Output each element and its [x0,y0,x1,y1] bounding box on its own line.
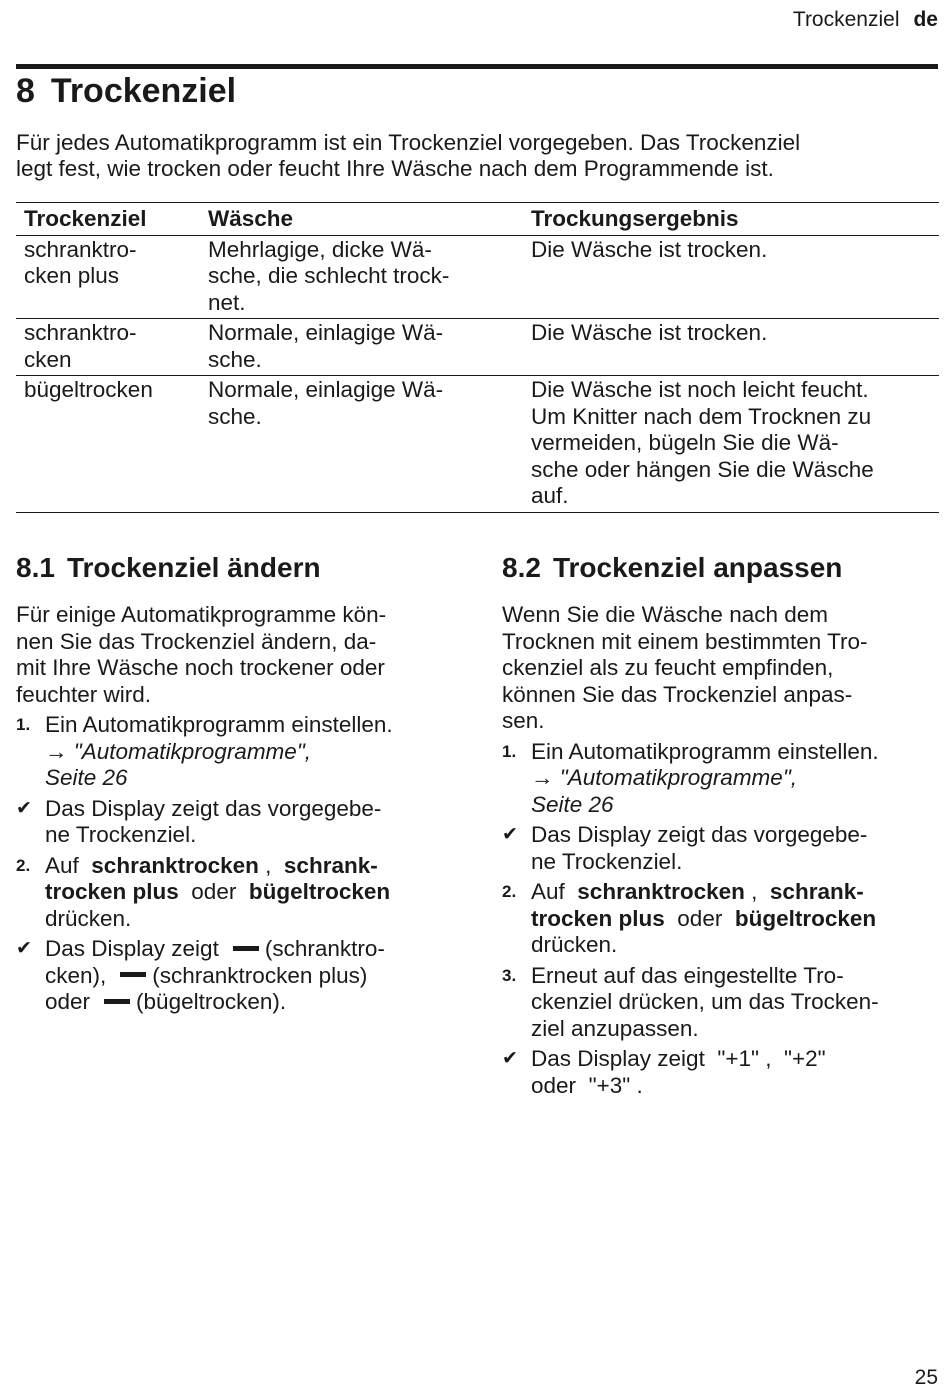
cross-reference-link[interactable]: → "Automatikprogramme", [45,738,312,764]
paragraph-line: ckenziel als zu feucht empfinden, [502,655,834,680]
table-row [16,376,939,513]
cell-line: auf. [531,483,569,508]
result-line [45,989,452,1016]
step-1 [502,739,938,819]
table-row [16,319,939,376]
cell-line: schranktro- [24,320,137,345]
step-text: ziel anzupassen. [531,1015,699,1041]
step-1 [16,712,452,792]
table-cell [200,235,523,319]
button-name-buegeltrocken: bügeltrocken [248,879,391,904]
result-punct: . [636,1072,643,1098]
result-text: (bügeltrocken). [136,989,287,1014]
step-3 [502,963,938,1043]
step-text: Erneut auf das eingestellte Tro- [531,962,844,988]
cell-line: sche. [208,403,262,429]
result-line [531,1046,938,1073]
button-name-schranktrocken-plus: schrank- [769,879,864,904]
cell-line: Mehrlagige, dicke Wä- [208,236,432,262]
paragraph-line: Für einige Automatikprogramme kön- [16,602,387,627]
result-1 [502,822,938,875]
intro-line: Für jedes Automatikprogramm ist ein Trockenziel vorgegeben. Das Trockenziel [16,130,801,155]
result-line [45,963,452,990]
result-3 [502,1046,938,1099]
section-title: Trockenziel ändern [66,552,321,583]
result-line [45,936,452,963]
page-number: 25 [914,1366,938,1389]
cell-line: Normale, einlagige Wä- [208,377,444,402]
step-word: oder [677,905,723,931]
step-line [531,906,938,933]
cell-line: Die Wäsche ist trocken. [531,236,768,262]
cell-line: sche, die schlecht trock- [208,263,450,288]
table-header-cell: Trockungsergebnis [523,203,939,236]
step-number: 1. [16,715,31,734]
result-text: oder [531,1072,577,1098]
display-segment-icon [120,972,146,977]
step-line [45,879,452,906]
cell-line: sche oder hängen Sie die Wäsche [531,456,874,482]
paragraph-line: Wenn Sie die Wäsche nach dem [502,602,829,627]
section-heading [502,548,938,588]
section-number: 8.2 [502,552,541,583]
cross-reference-link[interactable]: → "Automatikprogramme", [531,765,798,790]
button-name-schranktrocken-plus: schrank- [283,852,378,878]
table-cell [523,235,939,319]
result-text: Das Display zeigt [531,1046,705,1071]
result-text: oder [45,989,91,1014]
checkmark-icon: ✔ [16,797,32,819]
result-text: (schranktro- [264,936,385,961]
step-number: 2. [16,855,31,875]
result-text: ne Trockenziel. [45,822,197,847]
cell-line: Um Knitter nach dem Trocknen zu [531,403,872,429]
paragraph-line: Trocknen mit einem bestimmten Tro- [502,628,868,654]
step-line [531,879,938,906]
table-header-cell: Wäsche [200,203,523,236]
paragraph-line: feuchter wird. [16,681,152,707]
step-word: Auf [45,852,79,878]
button-name-schranktrocken-plus: trocken plus [531,905,665,931]
table-header-cell: Trockenziel [16,203,200,236]
section-paragraph [502,602,938,735]
step-line: drücken. [45,905,132,931]
cell-line: bügeltrocken [24,377,153,402]
header-section: Trockenziel [792,8,900,31]
cross-reference-page[interactable]: Seite 26 [531,791,614,817]
step-word: Auf [531,879,565,904]
cell-line: net. [208,289,246,315]
button-name-buegeltrocken: bügeltrocken [734,905,877,931]
step-text: ckenziel drücken, um das Trocken- [531,989,879,1014]
step-line: drücken. [531,932,618,957]
step-punct: , [751,879,758,904]
cell-line: schranktro- [24,236,137,262]
table-cell [200,376,523,513]
step-word: oder [191,879,237,904]
display-value: "+2" [784,1046,826,1071]
cell-line: vermeiden, bügeln Sie die Wä- [531,430,839,455]
display-value: "+1" [717,1046,759,1071]
section-number: 8.1 [16,552,55,583]
cell-line: cken [24,346,72,372]
drying-target-table [16,202,939,513]
cell-line: Normale, einlagige Wä- [208,320,444,345]
paragraph-line: können Sie das Trockenziel anpas- [502,681,853,707]
header-language: de [913,8,938,31]
result-text: Das Display zeigt [45,936,219,961]
step-number: 2. [502,882,517,901]
cell-line: Die Wäsche ist trocken. [531,320,768,345]
cell-line: cken plus [24,263,120,288]
table-cell [523,376,939,513]
intro-paragraph [16,130,936,182]
section-title: Trockenziel anpassen [552,552,843,583]
result-punct: , [765,1046,772,1071]
table-cell [16,319,200,376]
display-segment-icon [104,999,130,1004]
result-text: Das Display zeigt das vorgegebe- [531,822,868,847]
result-text: (schranktrocken plus) [152,962,368,988]
table-header-row [16,203,939,236]
title-rule [16,64,938,69]
step-text: Ein Automatikprogramm einstellen. [531,738,879,764]
result-text: cken), [45,962,107,988]
step-2 [16,853,452,933]
intro-line: legt fest, wie trocken oder feucht Ihre Wäsche nach dem Programmende ist. [16,156,774,181]
paragraph-line: sen. [502,708,545,733]
paragraph-line: mit Ihre Wäsche noch trockener oder [16,655,385,680]
table-cell [523,319,939,376]
running-header [793,8,938,32]
result-text: ne Trockenziel. [531,848,683,874]
step-text: Ein Automatikprogramm einstellen. [45,712,393,737]
cell-line: sche. [208,346,262,372]
button-name-schranktrocken-plus: trocken plus [45,879,179,904]
section-8-2 [502,548,938,1099]
result-text: Das Display zeigt das vorgegebe- [45,795,382,821]
cross-reference-page[interactable]: Seite 26 [45,765,128,790]
step-number: 3. [502,965,517,985]
table-cell [16,235,200,319]
step-number: 1. [502,741,517,761]
page-title [16,72,236,111]
button-name-schranktrocken: schranktrocken [91,852,259,878]
checkmark-icon: ✔ [16,938,32,959]
result-1 [16,796,452,849]
title-number: 8 [16,72,35,110]
display-value: "+3" [588,1072,631,1098]
title-text: Trockenziel [50,72,237,110]
step-2 [502,879,938,959]
section-8-1 [16,548,452,1016]
paragraph-line: nen Sie das Trockenziel ändern, da- [16,628,377,654]
checkmark-icon: ✔ [502,1048,518,1069]
checkmark-icon: ✔ [502,824,518,845]
table-row [16,235,939,319]
section-paragraph [16,602,452,708]
section-heading [16,548,452,588]
table-cell [16,376,200,513]
table-cell [200,319,523,376]
cell-line: Die Wäsche ist noch leicht feucht. [531,377,869,402]
display-segment-icon [233,946,259,951]
step-line [45,853,452,880]
result-2 [16,936,452,1016]
result-line [531,1073,938,1100]
step-punct: , [265,852,272,878]
button-name-schranktrocken: schranktrocken [577,879,745,904]
